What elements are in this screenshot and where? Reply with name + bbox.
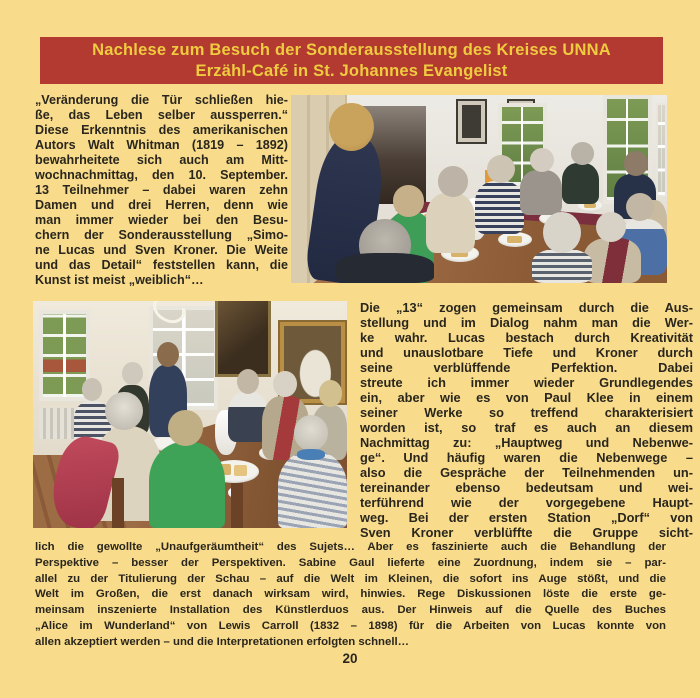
- text-line: ein, aber wie es von Paul Klee in einem: [360, 390, 693, 405]
- person-head: [122, 362, 142, 385]
- text-line: weg. Bei der ersten Station „Dorf“ von: [360, 510, 693, 525]
- text-line: also die Gespräche der Teilnehmenden un-: [360, 465, 693, 480]
- person-head: [319, 380, 343, 406]
- person-head: [168, 410, 203, 446]
- text-line: Perspektive – besser der Perspektiven. Sabine Gaul lieferte eine Zuordnung, indem sie – par-: [35, 556, 666, 569]
- chair: [231, 483, 244, 528]
- banner-line-1: Nachlese zum Besuch der Sonderausstellung des Kreises UNNA: [92, 40, 611, 59]
- person-head: [626, 193, 654, 221]
- text-line: chern der Sonderausstellung „Simo-: [35, 228, 288, 242]
- person-cream-sweater: [426, 193, 475, 253]
- text-line: lich die gewollte „Unaufgeräumtheit“ des Sujets… Aber es faszinierte auch die Behandlung der: [35, 541, 666, 553]
- person-head: [105, 392, 143, 431]
- person-head: [329, 103, 374, 152]
- person-head: [157, 342, 179, 367]
- text-line: seiner Werke so treffend charakterisiert: [360, 405, 693, 420]
- text-line: ße, das Leben selber aussperren.“: [35, 108, 288, 122]
- person-green-blouse: [149, 442, 224, 528]
- person-head: [294, 415, 329, 451]
- left-text-column: [35, 93, 288, 288]
- text-line: stellung und im Dialog nahm man die Wer-: [360, 315, 693, 330]
- text-line: „Veränderung die Tür schließen hie-: [35, 93, 288, 107]
- person-grey-blazer: [520, 170, 561, 215]
- text-line: streute ich immer wieder Grundlegendes: [360, 375, 693, 390]
- text-line: tereinander ebenso bedeutsam und wei-: [360, 480, 693, 495]
- person-striped-shirt: [475, 181, 524, 234]
- person-head: [596, 212, 626, 242]
- text-line: allen akzeptiert werden – und die Interpretationen erfolgten schnell…: [35, 635, 410, 648]
- text-line: ge“. Und häufig waren die Nebenwege –: [360, 450, 693, 465]
- text-line: bewahrheitete sich auch am Mitt-: [35, 153, 288, 167]
- plate: [498, 232, 532, 247]
- person-head: [571, 142, 594, 165]
- text-line: und unauslotbare Tiefe und Kroner durch: [360, 345, 693, 360]
- window: [656, 103, 667, 197]
- person-head: [530, 148, 554, 172]
- text-line: Diese Erkenntnis des amerikanischen: [35, 123, 288, 137]
- title-banner: [40, 37, 663, 84]
- text-line: allel zu der Titulierung der Schau – auf die Welt im Kleinen, die sofort ins Auge stößt, und die: [35, 572, 666, 585]
- photo-cafe-room-group: [33, 301, 347, 528]
- text-line: terführend wie der vorgegebene Haupt-: [360, 495, 693, 510]
- person-head: [237, 369, 259, 394]
- person-red-scarf-man: [584, 238, 640, 283]
- person-head: [273, 371, 297, 397]
- person-bottom-striped-woman: [532, 249, 592, 283]
- wall-picture: [456, 99, 486, 144]
- text-line: Welt im Großen, die erst danach wirksam wird, hinwies. Rege Diskussionen löste die erste ge-: [35, 588, 666, 601]
- text-line: Nachmittag zu: „Hauptweg und Nebenwe-: [360, 435, 693, 450]
- text-line: „Alice im Wunderland“ von Lewis Carroll (1832 – 1898) für die Arbeiten von Lucas konnte von: [35, 619, 666, 632]
- text-line: ne Lucas und Sven Kroner. Die Weite: [35, 243, 288, 257]
- person-head: [624, 151, 648, 175]
- person-head: [438, 166, 468, 196]
- text-line: wochnachmittag, den 10. September.: [35, 168, 288, 182]
- text-line: worden ist, so traf es auch an diesem: [360, 420, 693, 435]
- person-blue-scarf-woman: [278, 451, 347, 528]
- photo-coffee-table-group: [291, 95, 667, 283]
- text-line: meinsam inszenierte Installation des Künstlerduos aus. Der Hinweis auf die Quelle des Buches: [35, 604, 666, 617]
- right-text-column: [360, 300, 693, 540]
- person-back-dark-body: [336, 253, 434, 283]
- text-line: seine verblüffende Perfektion. Dabei: [360, 360, 693, 375]
- text-line: 13 Teilnehmer – dabei waren zehn: [35, 183, 288, 197]
- text-line: man immer wieder bei den Besu-: [35, 213, 288, 227]
- text-line: Kunst ist meist „weiblich“…: [35, 273, 204, 287]
- text-line: Damen und drei Herren, denn wie: [35, 198, 288, 212]
- person-head: [543, 212, 581, 253]
- person-head: [82, 378, 102, 401]
- text-line: Autors Walt Whitman (1819 – 1892): [35, 138, 288, 152]
- text-line: und das Detail“ feststellen kann, die: [35, 258, 288, 272]
- person-dark-top: [562, 163, 600, 204]
- text-line: ke wahr. Lucas bestach durch Kreativität: [360, 330, 693, 345]
- person-head: [487, 155, 515, 183]
- banner-line-2: Erzähl-Café in St. Johannes Evangelist: [195, 61, 508, 80]
- bottom-text-block: [35, 540, 666, 651]
- text-line: Sven Kroner verblüffte die Gruppe sicht-: [360, 525, 693, 540]
- chair: [112, 478, 125, 528]
- page-number: 20: [342, 651, 358, 666]
- text-line: Die „13“ zogen gemeinsam durch die Aus-: [360, 300, 693, 315]
- blue-scarf: [297, 449, 325, 460]
- dark-painting: [218, 301, 268, 374]
